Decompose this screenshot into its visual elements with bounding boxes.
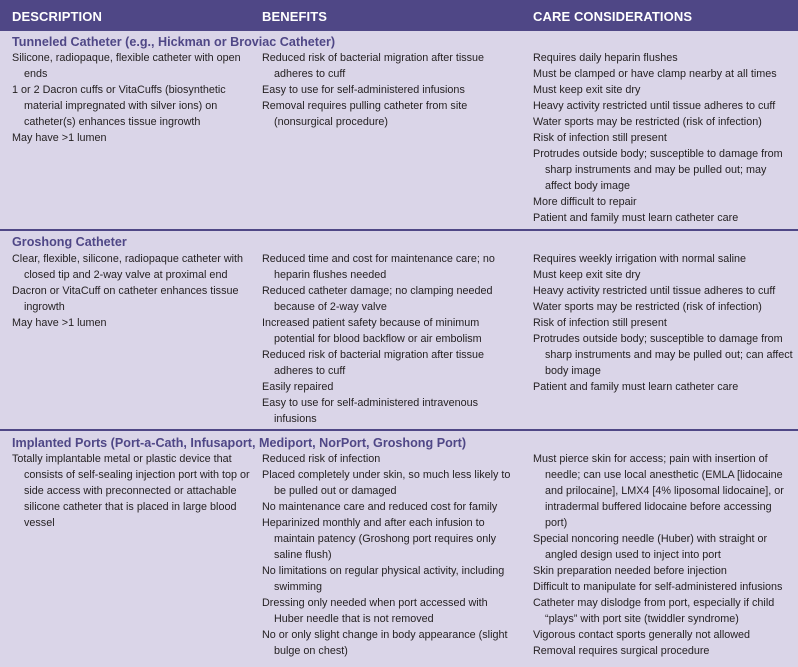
list-item: Must be clamped or have clamp nearby at all times xyxy=(533,68,777,80)
list-item: 1 or 2 Dacron cuffs or VitaCuffs (biosynthetic material impregnated with silver ions) on catheter(s) enhances tissue ingrowth xyxy=(12,84,226,128)
section-title-groshong: Groshong Catheter xyxy=(12,235,127,249)
section-groshong-description xyxy=(12,251,252,331)
list-item: Requires daily heparin flushes xyxy=(533,52,678,64)
section-title-implanted-ports: Implanted Ports (Port-a-Cath, Infusaport, Mediport, NorPort, Groshong Port) xyxy=(12,436,467,450)
list-item: Reduced catheter damage; no clamping needed because of 2-way valve xyxy=(262,285,493,313)
list-item: Vigorous contact sports generally not allowed xyxy=(533,629,751,641)
list-item: Clear, flexible, silicone, radiopaque catheter with closed tip and 2-way valve at proximal end xyxy=(12,253,244,281)
list-item: Heavy activity restricted until tissue adheres to cuff xyxy=(533,285,776,297)
list-item: Silicone, radiopaque, flexible catheter with open ends xyxy=(12,52,241,80)
list-item: May have >1 lumen xyxy=(12,132,107,144)
list-item: Removal requires pulling catheter from site (nonsurgical procedure) xyxy=(262,100,468,128)
section-ports-description xyxy=(12,451,252,531)
list-item: Skin preparation needed before injection xyxy=(533,565,727,577)
header-description: DESCRIPTION xyxy=(12,9,102,24)
list-item: Difficult to manipulate for self-administered infusions xyxy=(533,581,783,593)
list-item: Heavy activity restricted until tissue adheres to cuff xyxy=(533,100,776,112)
table-header xyxy=(0,0,798,31)
list-item: May have >1 lumen xyxy=(12,317,107,329)
list-item: Catheter may dislodge from port, especially if child “plays” with port site (twiddler syndrome) xyxy=(533,597,775,625)
list-item: Requires weekly irrigation with normal saline xyxy=(533,253,747,265)
section-tunneled-care xyxy=(533,50,795,226)
list-item: Dressing only needed when port accessed with Huber needle that is not removed xyxy=(262,597,488,625)
list-item: Must keep exit site dry xyxy=(533,84,641,96)
list-item: Dacron or VitaCuff on catheter enhances tissue ingrowth xyxy=(12,285,239,313)
list-item: Easy to use for self-administered infusions xyxy=(262,84,465,96)
section-ports-care xyxy=(533,451,795,659)
section-groshong-care xyxy=(533,251,795,395)
list-item: Easy to use for self-administered intravenous infusions xyxy=(262,397,479,425)
section-groshong-benefits xyxy=(262,251,514,427)
list-item: Protrudes outside body; susceptible to damage from sharp instruments and may be pulled out; can affect body image xyxy=(533,333,793,377)
list-item: Risk of infection still present xyxy=(533,317,667,329)
header-care-considerations: CARE CONSIDERATIONS xyxy=(533,9,693,24)
list-item: Must keep exit site dry xyxy=(533,269,641,281)
list-item: Placed completely under skin, so much less likely to be pulled out or damaged xyxy=(262,469,511,497)
list-item: Protrudes outside body; susceptible to damage from sharp instruments and may be pulled out; may affect body image xyxy=(533,148,783,192)
list-item: Reduced time and cost for maintenance care; no heparin flushes needed xyxy=(262,253,495,281)
list-item: Reduced risk of infection xyxy=(262,453,381,465)
list-item: Heparinized monthly and after each infusion to maintain patency (Groshong port requires only saline flush) xyxy=(262,517,497,561)
list-item: Special noncoring needle (Huber) with straight or angled design used to inject into port xyxy=(533,533,768,561)
list-item: Reduced risk of bacterial migration after tissue adheres to cuff xyxy=(262,349,485,377)
list-item: Patient and family must learn catheter care xyxy=(533,212,739,224)
list-item: Water sports may be restricted (risk of infection) xyxy=(533,116,762,128)
section-tunneled-benefits xyxy=(262,50,514,130)
list-item: Totally implantable metal or plastic device that consists of self-sealing injection port with top or side access with preconnected or attachable silicone catheter that is placed in large blood vessel xyxy=(12,453,250,529)
list-item: Reduced risk of bacterial migration after tissue adheres to cuff xyxy=(262,52,485,80)
section-divider xyxy=(0,429,798,431)
list-item: No or only slight change in body appearance (slight bulge on chest) xyxy=(262,629,508,657)
section-divider xyxy=(0,229,798,231)
list-item: No maintenance care and reduced cost for family xyxy=(262,501,498,513)
section-tunneled-description xyxy=(12,50,252,146)
list-item: Increased patient safety because of minimum potential for blood backflow or air embolism xyxy=(262,317,482,345)
list-item: Water sports may be restricted (risk of infection) xyxy=(533,301,762,313)
list-item: Easily repaired xyxy=(262,381,334,393)
section-ports-benefits xyxy=(262,451,514,659)
list-item: Must pierce skin for access; pain with insertion of needle; can use local anesthetic (EMLA [lidocaine and prilocaine], LMX4 [4% liposomal lidocaine], or intradermal buffered lidocaine before accessing port) xyxy=(533,453,784,529)
header-benefits: BENEFITS xyxy=(262,9,328,24)
list-item: No limitations on regular physical activity, including swimming xyxy=(262,565,505,593)
section-title-tunneled: Tunneled Catheter (e.g., Hickman or Broviac Catheter) xyxy=(12,35,336,49)
list-item: Risk of infection still present xyxy=(533,132,667,144)
list-item: Removal requires surgical procedure xyxy=(533,645,710,657)
list-item: More difficult to repair xyxy=(533,196,637,208)
list-item: Patient and family must learn catheter care xyxy=(533,381,739,393)
